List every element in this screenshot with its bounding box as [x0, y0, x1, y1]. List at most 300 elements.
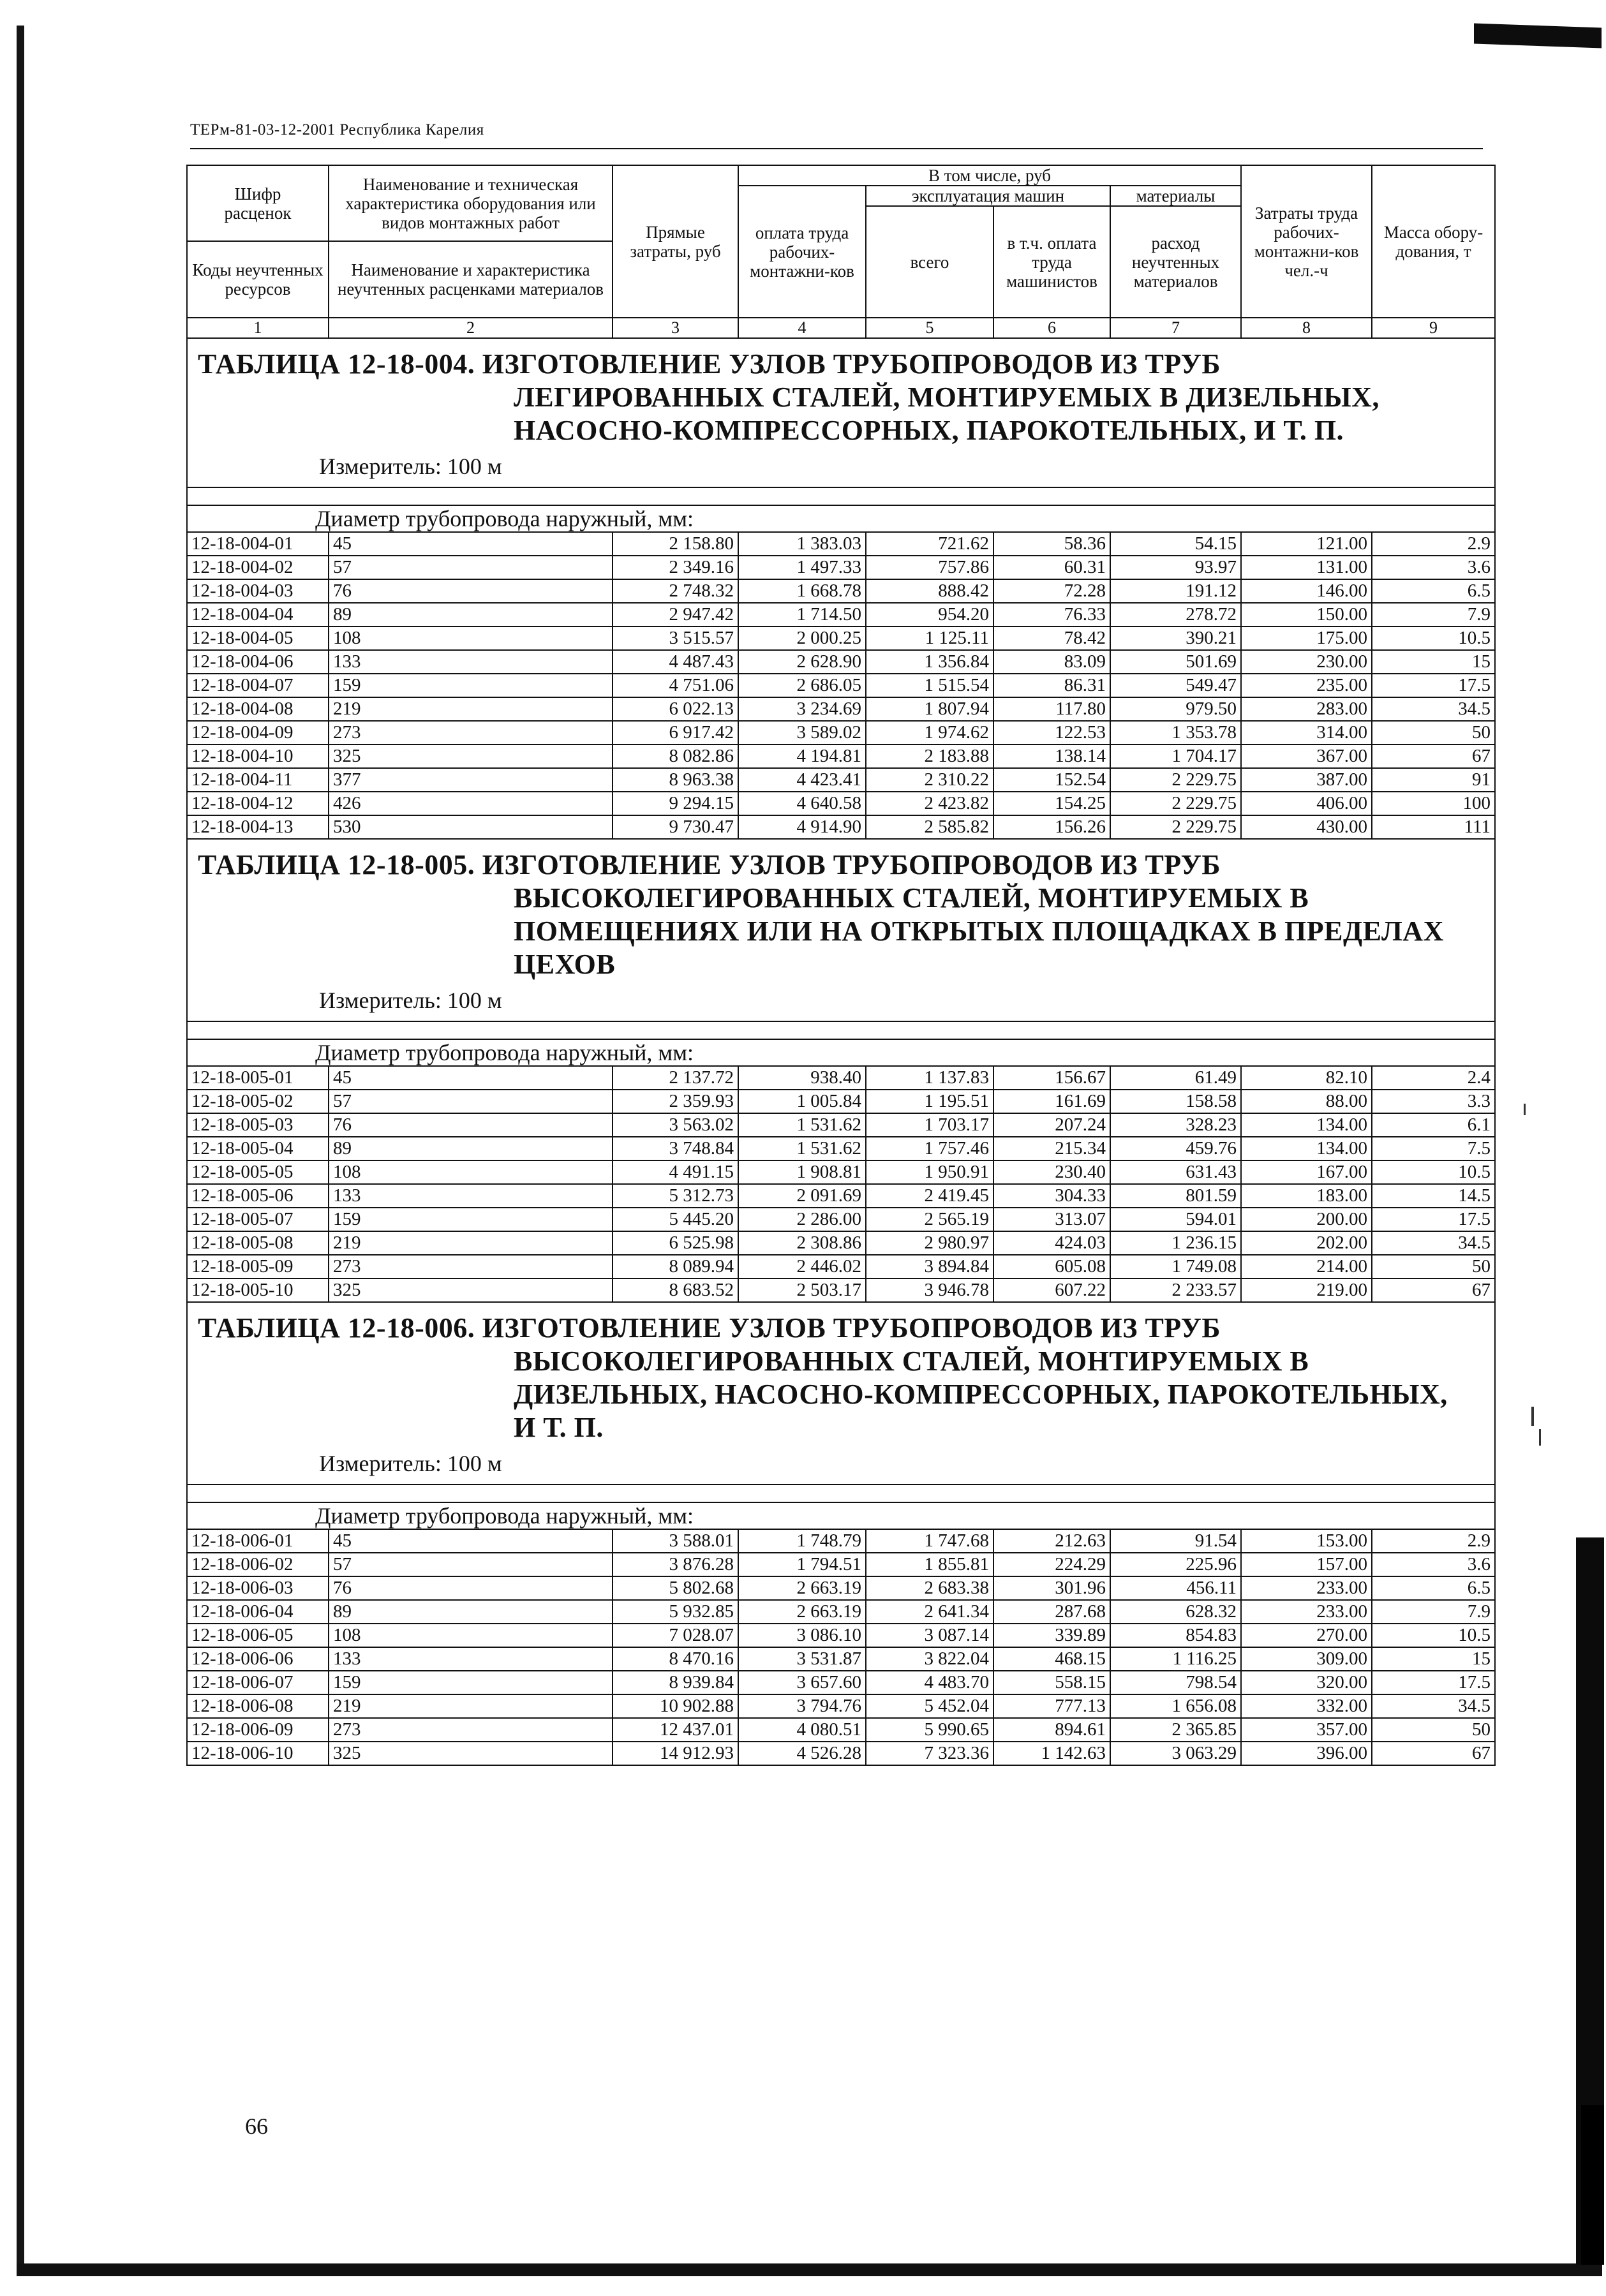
equipment-mass-cell: 17.5 [1372, 1208, 1495, 1231]
rate-code-cell: 12-18-005-07 [187, 1208, 329, 1231]
pipe-diameter-cell: 45 [329, 532, 613, 556]
direct-costs-cell: 3 515.57 [613, 626, 738, 650]
table-title-row [187, 338, 1495, 487]
material-consumption-cell: 628.32 [1110, 1600, 1241, 1624]
column-number: 1 [187, 318, 329, 338]
equipment-mass-cell: 15 [1372, 1647, 1495, 1671]
direct-costs-cell: 7 028.07 [613, 1624, 738, 1647]
table-row [187, 556, 1495, 579]
operator-wages-cell: 156.26 [993, 815, 1110, 839]
worker-wages-cell: 1 794.51 [738, 1553, 866, 1576]
direct-costs-cell: 10 902.88 [613, 1694, 738, 1718]
scan-speck [1539, 1429, 1541, 1446]
header-operator-wages-label: в т.ч. оплата труда машинистов [1006, 233, 1097, 291]
worker-wages-cell: 3 589.02 [738, 721, 866, 744]
table-row [187, 1184, 1495, 1208]
direct-costs-cell: 5 445.20 [613, 1208, 738, 1231]
worker-wages-cell: 1 908.81 [738, 1160, 866, 1184]
material-consumption-cell: 594.01 [1110, 1208, 1241, 1231]
direct-costs-cell: 5 802.68 [613, 1576, 738, 1600]
machines-total-cell: 2 310.22 [866, 768, 993, 792]
rate-code-cell: 12-18-006-03 [187, 1576, 329, 1600]
direct-costs-cell: 9 294.15 [613, 792, 738, 815]
labor-hours-cell: 150.00 [1241, 603, 1372, 626]
pipe-diameter-cell: 108 [329, 1624, 613, 1647]
material-consumption-cell: 798.54 [1110, 1671, 1241, 1694]
equipment-mass-cell: 15 [1372, 650, 1495, 674]
rate-code-cell: 12-18-004-07 [187, 674, 329, 697]
unit-of-measure: Измеритель: 100 м [319, 1451, 502, 1476]
operator-wages-cell: 777.13 [993, 1694, 1110, 1718]
table-title-continuation: ДИЗЕЛЬНЫХ, НАСОСНО-КОМПРЕССОРНЫХ, ПАРОКОТЕЛЬНЫХ, [514, 1379, 1448, 1410]
operator-wages-cell: 287.68 [993, 1600, 1110, 1624]
direct-costs-cell: 8 683.52 [613, 1278, 738, 1302]
operator-wages-cell: 86.31 [993, 674, 1110, 697]
machines-total-cell: 721.62 [866, 532, 993, 556]
table-title: ТАБЛИЦА 12-18-006. ИЗГОТОВЛЕНИЕ УЗЛОВ ТРУБОПРОВОДОВ ИЗ ТРУБ [198, 1312, 1221, 1344]
table-row [187, 1208, 1495, 1231]
table-row [187, 603, 1495, 626]
direct-costs-cell: 6 917.42 [613, 721, 738, 744]
material-consumption-cell: 2 229.75 [1110, 815, 1241, 839]
material-consumption-cell: 2 233.57 [1110, 1278, 1241, 1302]
diameter-label: Диаметр трубопровода наружный, мм: [187, 1502, 1495, 1529]
rate-code-cell: 12-18-005-02 [187, 1090, 329, 1113]
equipment-mass-cell: 2.9 [1372, 1529, 1495, 1553]
labor-hours-cell: 219.00 [1241, 1278, 1372, 1302]
material-consumption-cell: 979.50 [1110, 697, 1241, 721]
labor-hours-cell: 134.00 [1241, 1113, 1372, 1137]
running-header: ТЕРм-81-03-12-2001 Республика Карелия [190, 121, 484, 138]
section-spacer [187, 1021, 1495, 1039]
operator-wages-cell: 558.15 [993, 1671, 1110, 1694]
rates-sheet [186, 165, 1494, 1766]
header-including-label: В том числе, руб [928, 166, 1052, 185]
table-row [187, 1278, 1495, 1302]
worker-wages-cell: 2 628.90 [738, 650, 866, 674]
scan-dark-edge-right-lower [1581, 2105, 1604, 2265]
header-wages-label: оплата труда рабочих-монтажни-ков [750, 223, 854, 281]
worker-wages-cell: 3 086.10 [738, 1624, 866, 1647]
direct-costs-cell: 12 437.01 [613, 1718, 738, 1742]
material-consumption-cell: 854.83 [1110, 1624, 1241, 1647]
material-consumption-cell: 54.15 [1110, 532, 1241, 556]
machines-total-cell: 1 356.84 [866, 650, 993, 674]
direct-costs-cell: 2 158.80 [613, 532, 738, 556]
table-title-continuation: ВЫСОКОЛЕГИРОВАННЫХ СТАЛЕЙ, МОНТИРУЕМЫХ В [514, 1345, 1309, 1377]
rate-code-cell: 12-18-004-10 [187, 744, 329, 768]
machines-total-cell: 1 515.54 [866, 674, 993, 697]
rate-code-cell: 12-18-004-03 [187, 579, 329, 603]
direct-costs-cell: 4 491.15 [613, 1160, 738, 1184]
material-consumption-cell: 2 229.75 [1110, 768, 1241, 792]
rate-code-cell: 12-18-006-06 [187, 1647, 329, 1671]
rate-code-cell: 12-18-005-05 [187, 1160, 329, 1184]
equipment-mass-cell: 7.9 [1372, 603, 1495, 626]
machines-total-cell: 1 703.17 [866, 1113, 993, 1137]
worker-wages-cell: 1 383.03 [738, 532, 866, 556]
direct-costs-cell: 3 876.28 [613, 1553, 738, 1576]
table-row [187, 1160, 1495, 1184]
machines-total-cell: 1 195.51 [866, 1090, 993, 1113]
table-row [187, 1576, 1495, 1600]
table-row [187, 1529, 1495, 1553]
direct-costs-cell: 2 947.42 [613, 603, 738, 626]
table-title: ТАБЛИЦА 12-18-004. ИЗГОТОВЛЕНИЕ УЗЛОВ ТРУБОПРОВОДОВ ИЗ ТРУБ [198, 348, 1221, 380]
material-consumption-cell: 501.69 [1110, 650, 1241, 674]
operator-wages-cell: 301.96 [993, 1576, 1110, 1600]
header-name-cell [329, 165, 613, 241]
header-labor-hours [1241, 165, 1372, 318]
table-row [187, 579, 1495, 603]
table-title-continuation: ЛЕГИРОВАННЫХ СТАЛЕЙ, МОНТИРУЕМЫХ В ДИЗЕЛЬНЫХ, [514, 381, 1379, 413]
machines-total-cell: 2 585.82 [866, 815, 993, 839]
worker-wages-cell: 3 531.87 [738, 1647, 866, 1671]
worker-wages-cell: 938.40 [738, 1066, 866, 1090]
machines-total-cell: 5 990.65 [866, 1718, 993, 1742]
machines-total-cell: 757.86 [866, 556, 993, 579]
rate-code-cell: 12-18-006-04 [187, 1600, 329, 1624]
material-consumption-cell: 93.97 [1110, 556, 1241, 579]
table-header [187, 165, 1495, 338]
header-materials-label: материалы [1136, 186, 1216, 205]
header-direct-costs-label: Прямые затраты, руб [630, 222, 721, 261]
rate-code-cell: 12-18-006-10 [187, 1742, 329, 1765]
header-operator-wages [993, 206, 1110, 318]
operator-wages-cell: 156.67 [993, 1066, 1110, 1090]
pipe-diameter-cell: 273 [329, 1255, 613, 1278]
direct-costs-cell: 6 022.13 [613, 697, 738, 721]
equipment-mass-cell: 6.1 [1372, 1113, 1495, 1137]
table-sections [187, 338, 1495, 1765]
rate-code-cell: 12-18-004-05 [187, 626, 329, 650]
equipment-mass-cell: 10.5 [1372, 1624, 1495, 1647]
material-consumption-cell: 631.43 [1110, 1160, 1241, 1184]
table-row [187, 1694, 1495, 1718]
machines-total-cell: 1 137.83 [866, 1066, 993, 1090]
worker-wages-cell: 2 446.02 [738, 1255, 866, 1278]
operator-wages-cell: 894.61 [993, 1718, 1110, 1742]
equipment-mass-cell: 17.5 [1372, 674, 1495, 697]
table-row [187, 1553, 1495, 1576]
worker-wages-cell: 1 531.62 [738, 1113, 866, 1137]
labor-hours-cell: 233.00 [1241, 1576, 1372, 1600]
equipment-mass-cell: 50 [1372, 1255, 1495, 1278]
labor-hours-cell: 175.00 [1241, 626, 1372, 650]
machines-total-cell: 3 087.14 [866, 1624, 993, 1647]
diameter-label-row [187, 1502, 1495, 1529]
equipment-mass-cell: 7.5 [1372, 1137, 1495, 1160]
machines-total-cell: 3 822.04 [866, 1647, 993, 1671]
operator-wages-cell: 58.36 [993, 532, 1110, 556]
direct-costs-cell: 5 312.73 [613, 1184, 738, 1208]
worker-wages-cell: 1 497.33 [738, 556, 866, 579]
material-consumption-cell: 456.11 [1110, 1576, 1241, 1600]
table-row [187, 1255, 1495, 1278]
section-spacer [187, 1485, 1495, 1502]
column-number: 2 [329, 318, 613, 338]
table-row [187, 1647, 1495, 1671]
labor-hours-cell: 183.00 [1241, 1184, 1372, 1208]
material-consumption-cell: 390.21 [1110, 626, 1241, 650]
worker-wages-cell: 3 794.76 [738, 1694, 866, 1718]
header-equipment-mass [1372, 165, 1495, 318]
pipe-diameter-cell: 530 [329, 815, 613, 839]
labor-hours-cell: 396.00 [1241, 1742, 1372, 1765]
pipe-diameter-cell: 133 [329, 1184, 613, 1208]
machines-total-cell: 1 807.94 [866, 697, 993, 721]
direct-costs-cell: 3 748.84 [613, 1137, 738, 1160]
header-name-label: Наименование и техническая характеристика оборудования или видов монтажных работ [345, 174, 596, 232]
equipment-mass-cell: 50 [1372, 721, 1495, 744]
equipment-mass-cell: 67 [1372, 1278, 1495, 1302]
operator-wages-cell: 607.22 [993, 1278, 1110, 1302]
labor-hours-cell: 82.10 [1241, 1066, 1372, 1090]
equipment-mass-cell: 91 [1372, 768, 1495, 792]
worker-wages-cell: 1 748.79 [738, 1529, 866, 1553]
rate-code-cell: 12-18-006-05 [187, 1624, 329, 1647]
rate-code-cell: 12-18-005-03 [187, 1113, 329, 1137]
table-row [187, 1066, 1495, 1090]
worker-wages-cell: 3 234.69 [738, 697, 866, 721]
equipment-mass-cell: 67 [1372, 1742, 1495, 1765]
table-title-continuation: НАСОСНО-КОМПРЕССОРНЫХ, ПАРОКОТЕЛЬНЫХ, И Т. П. [514, 415, 1344, 446]
table-row [187, 1742, 1495, 1765]
table-title-cell [187, 1302, 1495, 1485]
worker-wages-cell: 2 663.19 [738, 1576, 866, 1600]
operator-wages-cell: 1 142.63 [993, 1742, 1110, 1765]
operator-wages-cell: 117.80 [993, 697, 1110, 721]
operator-wages-cell: 424.03 [993, 1231, 1110, 1255]
diameter-label-row [187, 1039, 1495, 1066]
rate-code-cell: 12-18-006-07 [187, 1671, 329, 1694]
pipe-diameter-cell: 325 [329, 1278, 613, 1302]
direct-costs-cell: 8 082.86 [613, 744, 738, 768]
table-title-cell [187, 338, 1495, 487]
machines-total-cell: 888.42 [866, 579, 993, 603]
table-row [187, 815, 1495, 839]
machines-total-cell: 2 419.45 [866, 1184, 993, 1208]
rate-code-cell: 12-18-004-13 [187, 815, 329, 839]
table-row [187, 650, 1495, 674]
column-number: 4 [738, 318, 866, 338]
machines-total-cell: 2 423.82 [866, 792, 993, 815]
table-row [187, 1137, 1495, 1160]
direct-costs-cell: 2 359.93 [613, 1090, 738, 1113]
labor-hours-cell: 167.00 [1241, 1160, 1372, 1184]
direct-costs-cell: 9 730.47 [613, 815, 738, 839]
labor-hours-cell: 283.00 [1241, 697, 1372, 721]
table-title-continuation: И Т. П. [514, 1412, 604, 1443]
header-code-cell [187, 165, 329, 241]
labor-hours-cell: 233.00 [1241, 1600, 1372, 1624]
direct-costs-cell: 14 912.93 [613, 1742, 738, 1765]
material-consumption-cell: 1 236.15 [1110, 1231, 1241, 1255]
labor-hours-cell: 121.00 [1241, 532, 1372, 556]
equipment-mass-cell: 2.4 [1372, 1066, 1495, 1090]
pipe-diameter-cell: 89 [329, 603, 613, 626]
worker-wages-cell: 4 526.28 [738, 1742, 866, 1765]
machines-total-cell: 1 974.62 [866, 721, 993, 744]
table-row [187, 1600, 1495, 1624]
header-direct-costs [613, 165, 738, 318]
header-material-consumption-label: расход неучтенных материалов [1131, 233, 1220, 291]
material-consumption-cell: 158.58 [1110, 1090, 1241, 1113]
labor-hours-cell: 88.00 [1241, 1090, 1372, 1113]
material-consumption-cell: 1 353.78 [1110, 721, 1241, 744]
table-row [187, 721, 1495, 744]
equipment-mass-cell: 6.5 [1372, 1576, 1495, 1600]
scan-speck [1531, 1407, 1534, 1426]
column-number: 5 [866, 318, 993, 338]
equipment-mass-cell: 50 [1372, 1718, 1495, 1742]
machines-total-cell: 1 950.91 [866, 1160, 993, 1184]
header-machines-label: эксплуатация машин [911, 186, 1065, 205]
labor-hours-cell: 202.00 [1241, 1231, 1372, 1255]
material-consumption-cell: 459.76 [1110, 1137, 1241, 1160]
pipe-diameter-cell: 108 [329, 626, 613, 650]
table-title-continuation: ПОМЕЩЕНИЯХ ИЛИ НА ОТКРЫТЫХ ПЛОЩАДКАХ В ПРЕДЕЛАХ [514, 915, 1444, 947]
diameter-label: Диаметр трубопровода наружный, мм: [187, 1039, 1495, 1066]
equipment-mass-cell: 34.5 [1372, 1231, 1495, 1255]
unit-of-measure: Измеритель: 100 м [319, 454, 502, 479]
direct-costs-cell: 8 470.16 [613, 1647, 738, 1671]
rate-code-cell: 12-18-006-02 [187, 1553, 329, 1576]
table-row [187, 1671, 1495, 1694]
worker-wages-cell: 3 657.60 [738, 1671, 866, 1694]
pipe-diameter-cell: 45 [329, 1066, 613, 1090]
table-row [187, 626, 1495, 650]
pipe-diameter-cell: 426 [329, 792, 613, 815]
rate-code-cell: 12-18-004-02 [187, 556, 329, 579]
labor-hours-cell: 214.00 [1241, 1255, 1372, 1278]
machines-total-cell: 2 183.88 [866, 744, 993, 768]
pipe-diameter-cell: 273 [329, 1718, 613, 1742]
worker-wages-cell: 4 914.90 [738, 815, 866, 839]
operator-wages-cell: 83.09 [993, 650, 1110, 674]
rate-code-cell: 12-18-006-09 [187, 1718, 329, 1742]
rates-table [186, 165, 1496, 1766]
worker-wages-cell: 4 080.51 [738, 1718, 866, 1742]
scan-dark-edge-top [1474, 24, 1602, 48]
pipe-diameter-cell: 57 [329, 556, 613, 579]
rate-code-cell: 12-18-004-09 [187, 721, 329, 744]
operator-wages-cell: 224.29 [993, 1553, 1110, 1576]
worker-wages-cell: 2 686.05 [738, 674, 866, 697]
machines-total-cell: 5 452.04 [866, 1694, 993, 1718]
equipment-mass-cell: 3.6 [1372, 1553, 1495, 1576]
header-labor-hours-label: Затраты труда рабочих-монтажни-ков чел.-ч [1254, 203, 1359, 280]
worker-wages-cell: 1 531.62 [738, 1137, 866, 1160]
material-consumption-cell: 1 704.17 [1110, 744, 1241, 768]
rate-code-cell: 12-18-004-12 [187, 792, 329, 815]
direct-costs-cell: 8 939.84 [613, 1671, 738, 1694]
material-consumption-cell: 91.54 [1110, 1529, 1241, 1553]
pipe-diameter-cell: 89 [329, 1600, 613, 1624]
material-consumption-cell: 801.59 [1110, 1184, 1241, 1208]
equipment-mass-cell: 67 [1372, 744, 1495, 768]
operator-wages-cell: 152.54 [993, 768, 1110, 792]
unit-of-measure: Измеритель: 100 м [319, 988, 502, 1013]
section-spacer [187, 487, 1495, 505]
pipe-diameter-cell: 325 [329, 744, 613, 768]
table-row [187, 697, 1495, 721]
operator-wages-cell: 304.33 [993, 1184, 1110, 1208]
material-consumption-cell: 1 116.25 [1110, 1647, 1241, 1671]
scan-dark-edge-left [17, 26, 24, 2271]
labor-hours-cell: 332.00 [1241, 1694, 1372, 1718]
pipe-diameter-cell: 273 [329, 721, 613, 744]
worker-wages-cell: 4 640.58 [738, 792, 866, 815]
rate-code-cell: 12-18-005-06 [187, 1184, 329, 1208]
labor-hours-cell: 367.00 [1241, 744, 1372, 768]
operator-wages-cell: 339.89 [993, 1624, 1110, 1647]
direct-costs-cell: 4 487.43 [613, 650, 738, 674]
table-row [187, 1231, 1495, 1255]
direct-costs-cell: 5 932.85 [613, 1600, 738, 1624]
worker-wages-cell: 2 503.17 [738, 1278, 866, 1302]
labor-hours-cell: 134.00 [1241, 1137, 1372, 1160]
labor-hours-cell: 270.00 [1241, 1624, 1372, 1647]
rate-code-cell: 12-18-004-04 [187, 603, 329, 626]
diameter-label: Диаметр трубопровода наружный, мм: [187, 505, 1495, 532]
labor-hours-cell: 309.00 [1241, 1647, 1372, 1671]
pipe-diameter-cell: 159 [329, 1208, 613, 1231]
labor-hours-cell: 131.00 [1241, 556, 1372, 579]
material-consumption-cell: 61.49 [1110, 1066, 1241, 1090]
pipe-diameter-cell: 159 [329, 1671, 613, 1694]
machines-total-cell: 1 747.68 [866, 1529, 993, 1553]
direct-costs-cell: 8 089.94 [613, 1255, 738, 1278]
header-material-consumption [1110, 206, 1241, 318]
pipe-diameter-cell: 76 [329, 1113, 613, 1137]
header-materials-name-label: Наименование и характеристика неучтенных расценками материалов [337, 260, 604, 299]
direct-costs-cell: 3 563.02 [613, 1113, 738, 1137]
header-equipment-mass-label: Масса обору-дования, т [1383, 222, 1483, 261]
worker-wages-cell: 4 423.41 [738, 768, 866, 792]
header-machines-total [866, 206, 993, 318]
diameter-label-row [187, 505, 1495, 532]
rate-code-cell: 12-18-005-10 [187, 1278, 329, 1302]
header-materials-name [329, 241, 613, 318]
material-consumption-cell: 225.96 [1110, 1553, 1241, 1576]
header-machines-total-label: всего [910, 252, 949, 272]
column-number: 7 [1110, 318, 1241, 338]
material-consumption-cell: 1 749.08 [1110, 1255, 1241, 1278]
rate-code-cell: 12-18-004-01 [187, 532, 329, 556]
machines-total-cell: 2 980.97 [866, 1231, 993, 1255]
material-consumption-cell: 328.23 [1110, 1113, 1241, 1137]
machines-total-cell: 7 323.36 [866, 1742, 993, 1765]
header-divider [190, 148, 1483, 149]
pipe-diameter-cell: 133 [329, 650, 613, 674]
operator-wages-cell: 60.31 [993, 556, 1110, 579]
rate-code-cell: 12-18-005-09 [187, 1255, 329, 1278]
machines-total-cell: 954.20 [866, 603, 993, 626]
operator-wages-cell: 78.42 [993, 626, 1110, 650]
equipment-mass-cell: 3.6 [1372, 556, 1495, 579]
table-row [187, 1718, 1495, 1742]
table-row [187, 1090, 1495, 1113]
header-resource-codes-label: Коды неучтенных ресурсов [192, 260, 323, 299]
pipe-diameter-cell: 159 [329, 674, 613, 697]
machines-total-cell: 3 894.84 [866, 1255, 993, 1278]
material-consumption-cell: 2 229.75 [1110, 792, 1241, 815]
labor-hours-cell: 314.00 [1241, 721, 1372, 744]
operator-wages-cell: 468.15 [993, 1647, 1110, 1671]
equipment-mass-cell: 7.9 [1372, 1600, 1495, 1624]
pipe-diameter-cell: 325 [329, 1742, 613, 1765]
